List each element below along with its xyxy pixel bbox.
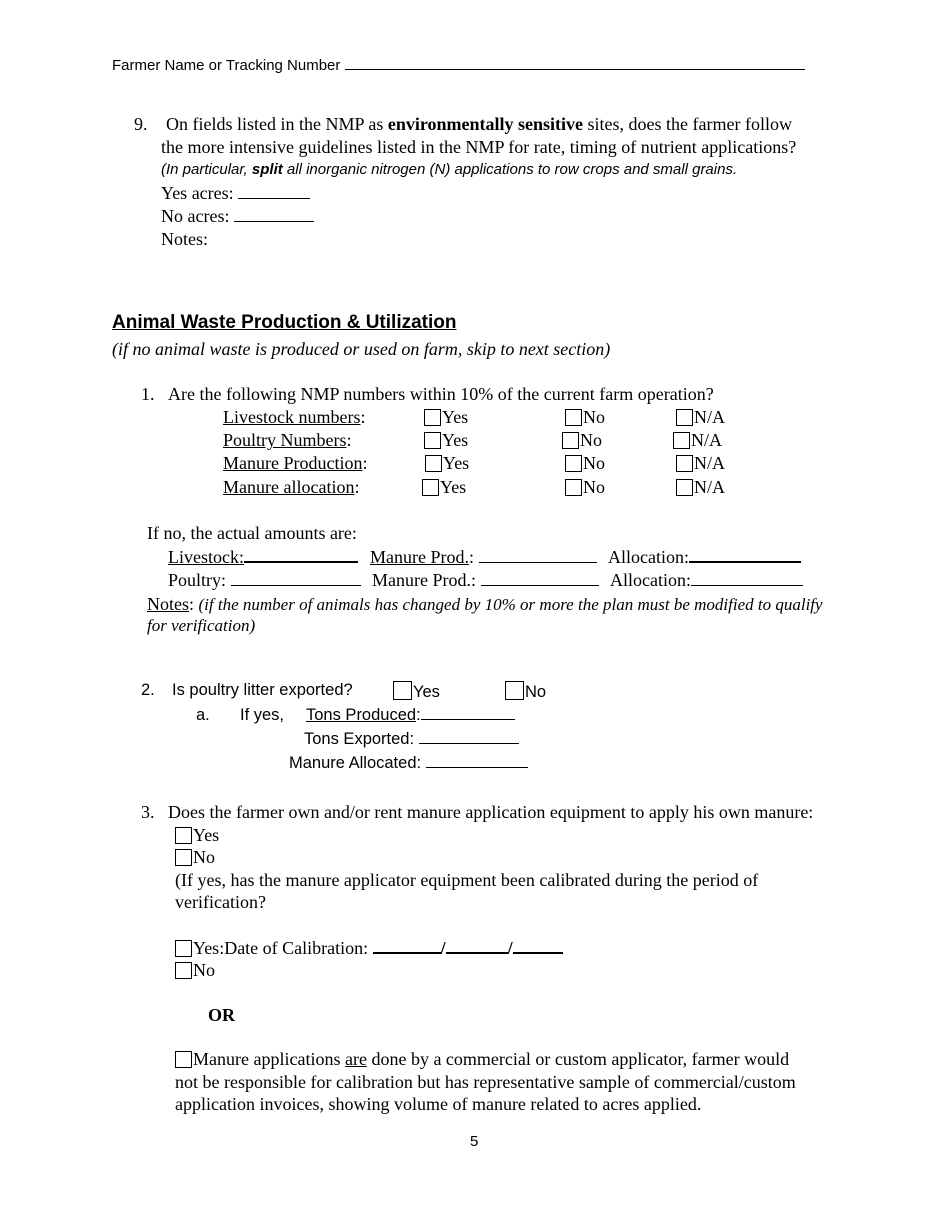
q1-row-na[interactable] [676,407,725,428]
option-label: No [525,683,547,701]
q1-row-label: Livestock numbers: [223,407,366,427]
farmer-name-field [112,57,805,74]
q9-number: 9. [134,114,148,134]
q2-if-yes: If yes, [240,706,285,724]
q9-note-a: (In particular, [161,161,248,178]
q1-row-na[interactable] [676,453,725,474]
farmer-name-input[interactable] [345,68,805,70]
q2-no[interactable] [505,681,546,702]
q9-notes-label: Notes: [161,229,208,249]
section-title: Animal Waste Production & Utilization [112,312,457,333]
q3-calibration-no[interactable] [175,960,215,981]
checkbox-icon[interactable] [175,962,192,979]
q1-row-label-text: Manure allocation [223,477,355,497]
q3-or: OR [208,1005,235,1025]
q3-question: Does the farmer own and/or rent manure application equipment to apply his own manure: [168,802,814,822]
q3-calibration-yes: Yes:Date of Calibration: / / [175,938,563,959]
manure-prod-input[interactable] [481,584,599,586]
q9-note [161,161,737,178]
q3-calibration-question-1: (If yes, has the manure applicator equipment been calibrated during the period of [175,870,759,890]
q1-row-no[interactable] [565,453,605,474]
checkbox-icon[interactable] [565,479,582,496]
allocation-input[interactable] [691,584,803,586]
checkbox-icon[interactable] [425,455,442,472]
q9-question-line1 [166,114,792,135]
tons-exported-input[interactable] [419,742,519,744]
q1-row-label-text: Poultry Numbers [223,430,347,450]
q1-notes-label: Notes [147,594,189,614]
checkbox-icon[interactable] [175,849,192,866]
livestock-input[interactable] [244,560,358,563]
q1-row-label: Manure allocation: [223,477,360,497]
option-label: N/A [691,430,722,450]
q9-question-line2: the more intensive guidelines listed in the NMP for rate, timing of nutrient applications? [161,137,797,157]
q3-commercial-line2: not be responsible for calibration but has representative sample of commercial/custom [175,1072,796,1092]
commercial-text-a: Manure applications [193,1049,341,1069]
checkbox-icon[interactable] [565,455,582,472]
q1-notes-text-2: for verification) [147,616,256,635]
checkbox-icon[interactable] [565,409,582,426]
option-label: Yes [440,477,467,497]
q1-row-yes[interactable] [425,453,469,474]
q1-row-yes[interactable] [424,430,468,451]
section-subtitle: (if no animal waste is produced or used on farm, skip to next section) [112,339,611,359]
manure-prod-input[interactable] [479,561,597,563]
checkbox-icon[interactable] [175,827,192,844]
tons-exported-label: Tons Exported: [304,730,415,748]
q9-text-b: sites, does the farmer follow [587,114,792,134]
option-label: No [193,960,215,980]
manure-prod-field: Manure Prod.: [370,547,597,568]
q9-no-acres-label: No acres: [161,206,230,226]
q9-note-b: all inorganic nitrogen (N) applications to row crops and small grains. [286,161,738,178]
q3-commercial-line1 [175,1049,789,1070]
q1-row-na[interactable] [673,430,722,451]
commercial-text-are: are [344,1049,367,1069]
checkbox-icon[interactable] [175,1051,192,1068]
checkbox-icon[interactable] [676,455,693,472]
page-number: 5 [470,1133,479,1150]
calibration-month-input[interactable] [373,951,441,954]
tons-produced-label: Tons Produced [306,706,417,724]
q2-number: 2. [141,681,155,699]
q3-yes[interactable] [175,825,219,846]
calibration-date-label: Yes:Date of Calibration: [193,938,369,958]
checkbox-icon[interactable] [424,432,441,449]
calibration-year-input[interactable] [513,951,563,954]
q1-row-label-text: Manure Production [223,453,363,473]
checkbox-icon[interactable] [562,432,579,449]
q3-commercial-line3: application invoices, showing volume of manure related to acres applied. [175,1094,702,1114]
q3-number: 3. [141,802,155,822]
manure-prod-label: Manure Prod. [370,547,469,567]
livestock-label: Livestock: [168,547,244,567]
option-label: N/A [694,407,725,427]
calibration-day-input[interactable] [446,951,508,954]
q1-row-no[interactable] [565,407,605,428]
option-label: Yes [193,825,220,845]
q2-question: Is poultry litter exported? [172,681,353,699]
q9-no-acres-input[interactable] [234,220,314,222]
q9-no-acres [161,206,314,227]
allocation-field-2 [610,570,803,591]
checkbox-icon[interactable] [424,409,441,426]
q1-row-no[interactable] [562,430,602,451]
option-label: No [193,847,215,867]
option-label: N/A [694,477,725,497]
commercial-text-b: done by a commercial or custom applicator, farmer would [371,1049,790,1069]
q1-row-label: Poultry Numbers: [223,430,352,450]
q9-yes-acres-input[interactable] [238,197,310,199]
q1-row-yes[interactable] [422,477,466,498]
q1-row-yes[interactable] [424,407,468,428]
allocation-label: Allocation: [610,570,691,590]
allocation-field [608,547,801,568]
q2-sub-letter: a. [196,706,210,724]
manure-allocated-field [289,754,528,773]
option-label: No [583,477,605,497]
farmer-name-label: Farmer Name or Tracking Number [112,57,341,74]
option-label: No [583,407,605,427]
q1-row-label-text: Livestock numbers [223,407,361,427]
manure-prod-label: Manure Prod. [372,570,471,590]
q3-calibration-question-2: verification? [175,892,266,912]
option-label: Yes [413,683,440,701]
tons-produced-field: Tons Produced: [306,706,515,725]
tons-produced-input[interactable] [421,718,515,720]
livestock-field [168,547,358,568]
checkbox-icon[interactable] [175,940,192,957]
q9-yes-acres [161,183,310,204]
checkbox-icon[interactable] [393,681,412,700]
option-label: No [583,453,605,473]
option-label: N/A [694,453,725,473]
checkbox-icon[interactable] [505,681,524,700]
checkbox-icon[interactable] [676,479,693,496]
allocation-input[interactable] [689,560,801,563]
q9-text-a: On fields listed in the NMP as [166,114,384,134]
q2-yes[interactable] [393,681,440,702]
manure-prod-field-2: Manure Prod.: [372,570,599,591]
option-label: Yes [443,453,470,473]
poultry-input[interactable] [231,584,361,586]
q3-no[interactable] [175,847,215,868]
option-label: Yes [442,407,469,427]
q1-row-label: Manure Production: [223,453,368,473]
allocation-label: Allocation: [608,547,689,567]
q1-row-no[interactable] [565,477,605,498]
checkbox-icon[interactable] [422,479,439,496]
q1-number: 1. [141,384,155,404]
q1-notes-text: (if the number of animals has changed by 10% or more the plan must be modified to qualify [198,595,823,614]
q1-row-na[interactable] [676,477,725,498]
checkbox-icon[interactable] [673,432,690,449]
q1-if-no-label: If no, the actual amounts are: [147,523,357,543]
q1-notes: Notes: (if the number of animals has changed by 10% or more the plan must be modified to qualify [147,594,823,614]
q1-question: Are the following NMP numbers within 10% of the current farm operation? [168,384,714,404]
option-label: Yes [442,430,469,450]
q9-note-bold: split [251,161,283,178]
manure-allocated-input[interactable] [426,766,528,768]
manure-allocated-label: Manure Allocated: [289,754,422,772]
q9-yes-acres-label: Yes acres: [161,183,234,203]
q9-text-bold: environmentally sensitive [387,114,583,134]
poultry-field [168,570,361,591]
checkbox-icon[interactable] [676,409,693,426]
option-label: No [580,430,602,450]
tons-exported-field [304,730,519,749]
poultry-label: Poultry: [168,570,227,590]
